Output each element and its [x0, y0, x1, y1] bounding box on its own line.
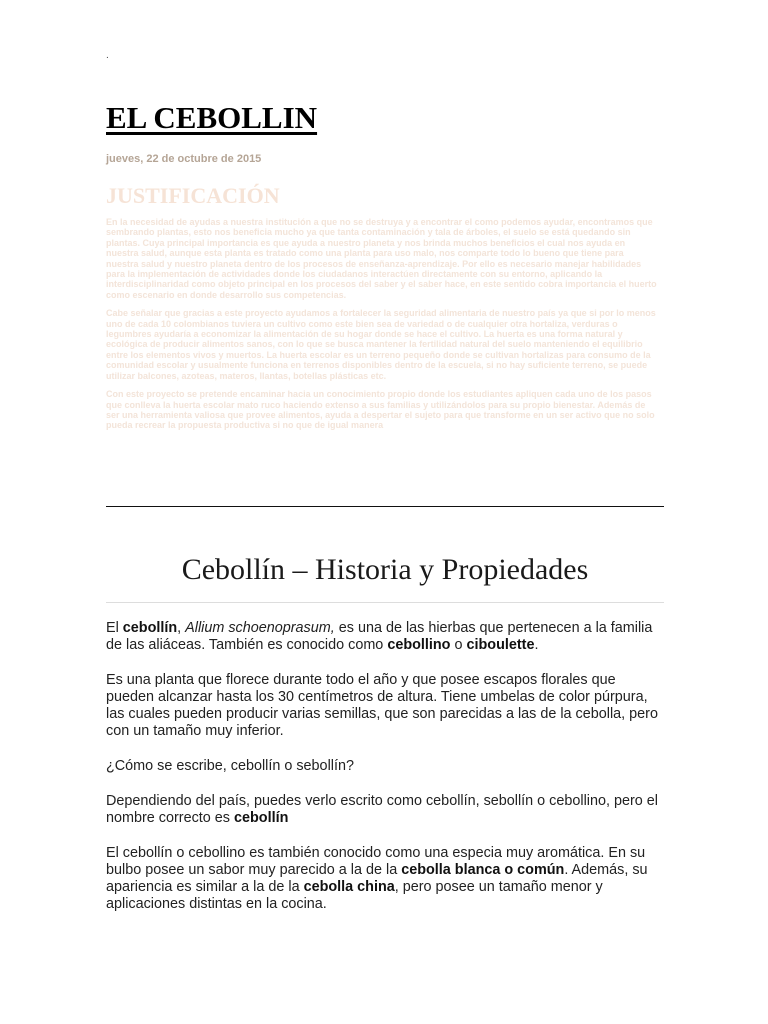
text-span: . Además, su apariencia es similar a la de la — [106, 862, 648, 895]
article-title: Cebollín – Historia y Propiedades — [181, 553, 589, 586]
bold-term: cebolla china — [303, 879, 395, 895]
bold-term: ciboulette — [466, 637, 535, 653]
page-dot: . — [106, 50, 109, 61]
text-span: . — [534, 637, 539, 653]
blog-title[interactable]: EL CEBOLLIN — [106, 100, 318, 135]
article-paragraph-2: Es una planta que florece durante todo el año y que posee escapos florales que pueden alcanzar hasta los 30 centímetros de altura. Tiene umbelas de color púrpura, las cuales pueden producir varias semillas, que son parecidas a las de la cebolla, pero con un tamaño muy inferior. — [106, 672, 658, 739]
text-span: es una de las hierbas que pertenecen a la familia de las aliáceas. También es conocido como — [106, 620, 653, 653]
article-paragraph-4 — [106, 793, 666, 827]
text-span: Dependiendo del país, puedes verlo escrito como cebollín, sebollín o cebollino, pero el nombre correcto es — [106, 793, 658, 826]
article-paragraph-1 — [106, 620, 666, 654]
section-divider — [106, 506, 664, 507]
title-divider — [106, 602, 664, 603]
article-paragraph-5 — [106, 845, 666, 913]
justification-heading: JUSTIFICACIÓN — [106, 183, 280, 208]
bold-term: cebolla blanca o común — [401, 862, 565, 878]
justification-section — [106, 183, 658, 439]
bold-term: cebollín — [122, 620, 178, 636]
text-span: El cebollín o cebollino es también conocido como una especia muy aromática. En su bulbo posee un sabor muy parecido a la de la — [106, 845, 646, 878]
text-span: o — [450, 637, 467, 653]
bold-term: cebollino — [387, 637, 451, 653]
text-span: , pero posee un tamaño menor y aplicaciones distintas en la cocina. — [106, 879, 603, 912]
justification-paragraph-1: En la necesidad de ayudas a nuestra institución a que no se destruya y a encontrar el como podemos ayudar, encontramos que sembrando plantas, esto nos beneficia mucho ya que tanta contaminación y tala de árboles, el suelo se está quedando sin plantas. Cuya principal importancia es que ayuda a nuestro planeta y nos brinda muchos beneficios el cual nos ayuda en nuestra salud, aunque esta planta es tratado como una planta para uso malo, nos comparte todo lo bueno que tiene para nuestra salud y nuestro planeta dentro de los procesos de enseñanza-aprendizaje. Por ello es necesario manejar habilidades para la implementación de actividades donde los ciudadanos interactúen directamente con su entorno, aplicando la interdisciplinaridad como objeto principal en los procesos del saber y el saber hace, en este sentido cobra importancia el huerto como escenario en donde desarrollo sus competencias. — [106, 217, 657, 300]
text-span: , — [177, 620, 186, 636]
article-question: ¿Cómo se escribe, cebollín o sebollín? — [106, 758, 354, 774]
article-body — [106, 620, 666, 931]
scientific-name: Allium schoenoprasum, — [185, 620, 335, 636]
justification-paragraph-3: Con este proyecto se pretende encaminar hacia un conocimiento propio donde los estudiantes apliquen cada uno de los pasos que conlleva la huerta escolar mato ruco haciendo extenso a sus familias y utilizándolos para su propio bienestar. Además de ser una herramienta valiosa que provee alimentos, ayuda a despertar el sujeto para que transforme en un ser activo que no solo pueda recrear la propuesta productiva si no que de igual manera — [106, 389, 655, 431]
bold-term: cebollín — [233, 810, 289, 826]
text-span: El — [106, 620, 123, 636]
justification-paragraph-2: Cabe señalar que gracias a este proyecto ayudamos a fortalecer la seguridad alimentaria de nuestro país ya que si por lo menos uno de cada 10 colombianos tuviera un cultivo como este bien sea de variedad o de cualquier otra hortaliza, verduras o legumbres ayudaría a economizar la alimentación de su hogar donde se hace el cultivo. La huerta es una forma natural y ecológica de producir alimentos sanos, con lo que se busca mantener la fertilidad natural del suelo manteniendo el equilibrio entre los elementos vivos y muertos. La huerta escolar es un terreno pequeño donde se cultivan hortalizas para consumo de la comunidad escolar y usualmente funciona en terrenos disponibles dentro de la escuela, si no hay suficiente terreno, se puede utilizar balcones, azoteas, materos, llantas, botellas plásticas etc. — [106, 308, 656, 381]
post-date: jueves, 22 de octubre de 2015 — [106, 153, 262, 165]
